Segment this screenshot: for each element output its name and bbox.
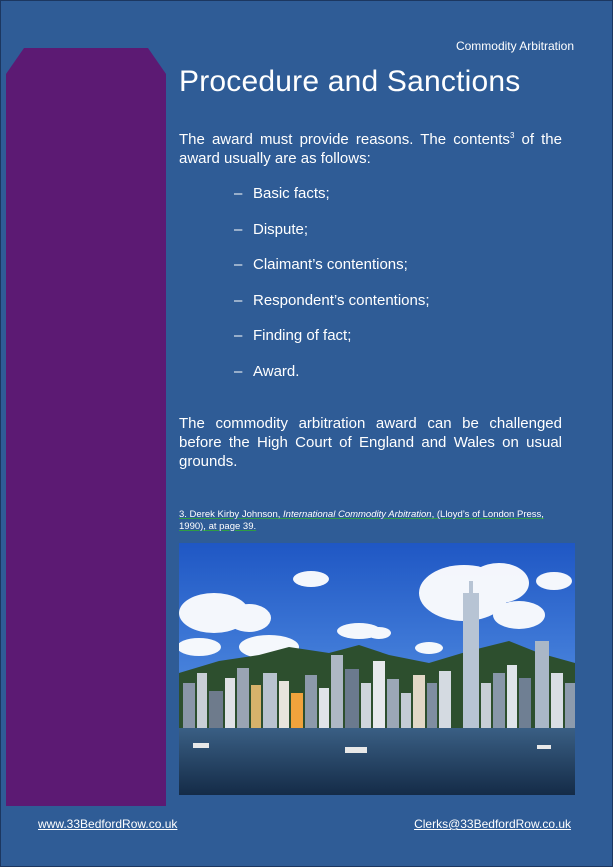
dash-bullet: – — [234, 185, 243, 202]
intro-paragraph — [179, 130, 562, 168]
header-label: Commodity Arbitration — [455, 39, 574, 53]
skyline-illustration — [179, 543, 575, 795]
intro-text-end: of the award usually are as follows: — [179, 131, 562, 167]
list-item-text: Claimant’s contentions; — [253, 256, 408, 274]
list-item-text: Finding of fact; — [253, 327, 352, 345]
footnote-publisher: , (Lloyd’s of London Press, 1990), at page 39. — [179, 509, 544, 532]
closing-paragraph: The commodity arbitration award can be challenged before the High Court of England and Wales on usual grounds. — [179, 415, 562, 470]
dash-bullet: – — [234, 327, 243, 345]
list-item-text: Dispute; — [253, 220, 309, 238]
list-item-text: Award. — [253, 362, 300, 380]
email-link[interactable]: Clerks@33BedfordRow.co.uk — [414, 817, 571, 831]
intro-text: The award must provide reasons. The contents — [179, 131, 510, 148]
skyline-photo — [179, 543, 575, 795]
list-item-text: Respondent’s contentions; — [253, 291, 430, 309]
dash-bullet: – — [234, 291, 243, 309]
award-contents-list — [234, 185, 430, 399]
footnote-author: 3. Derek Kirby Johnson, — [179, 509, 284, 520]
list-item — [234, 185, 430, 221]
footnote-book-title: International Commodity Arbitration — [283, 509, 432, 520]
list-item — [234, 292, 430, 328]
dash-bullet: – — [234, 220, 243, 238]
list-item — [234, 221, 430, 257]
footnote-ref[interactable]: 3 — [509, 131, 515, 140]
list-item — [234, 256, 430, 292]
dash-bullet: – — [234, 256, 243, 274]
list-item — [234, 327, 430, 363]
website-link[interactable]: www.33BedfordRow.co.uk — [38, 817, 178, 831]
sidebar-panel — [6, 48, 166, 806]
list-item-text: Basic facts; — [253, 185, 330, 202]
page-title: Procedure and Sanctions — [179, 65, 521, 98]
list-item — [234, 363, 430, 399]
harbour-water — [179, 728, 575, 795]
dash-bullet: – — [234, 362, 243, 380]
footnote — [179, 509, 569, 533]
